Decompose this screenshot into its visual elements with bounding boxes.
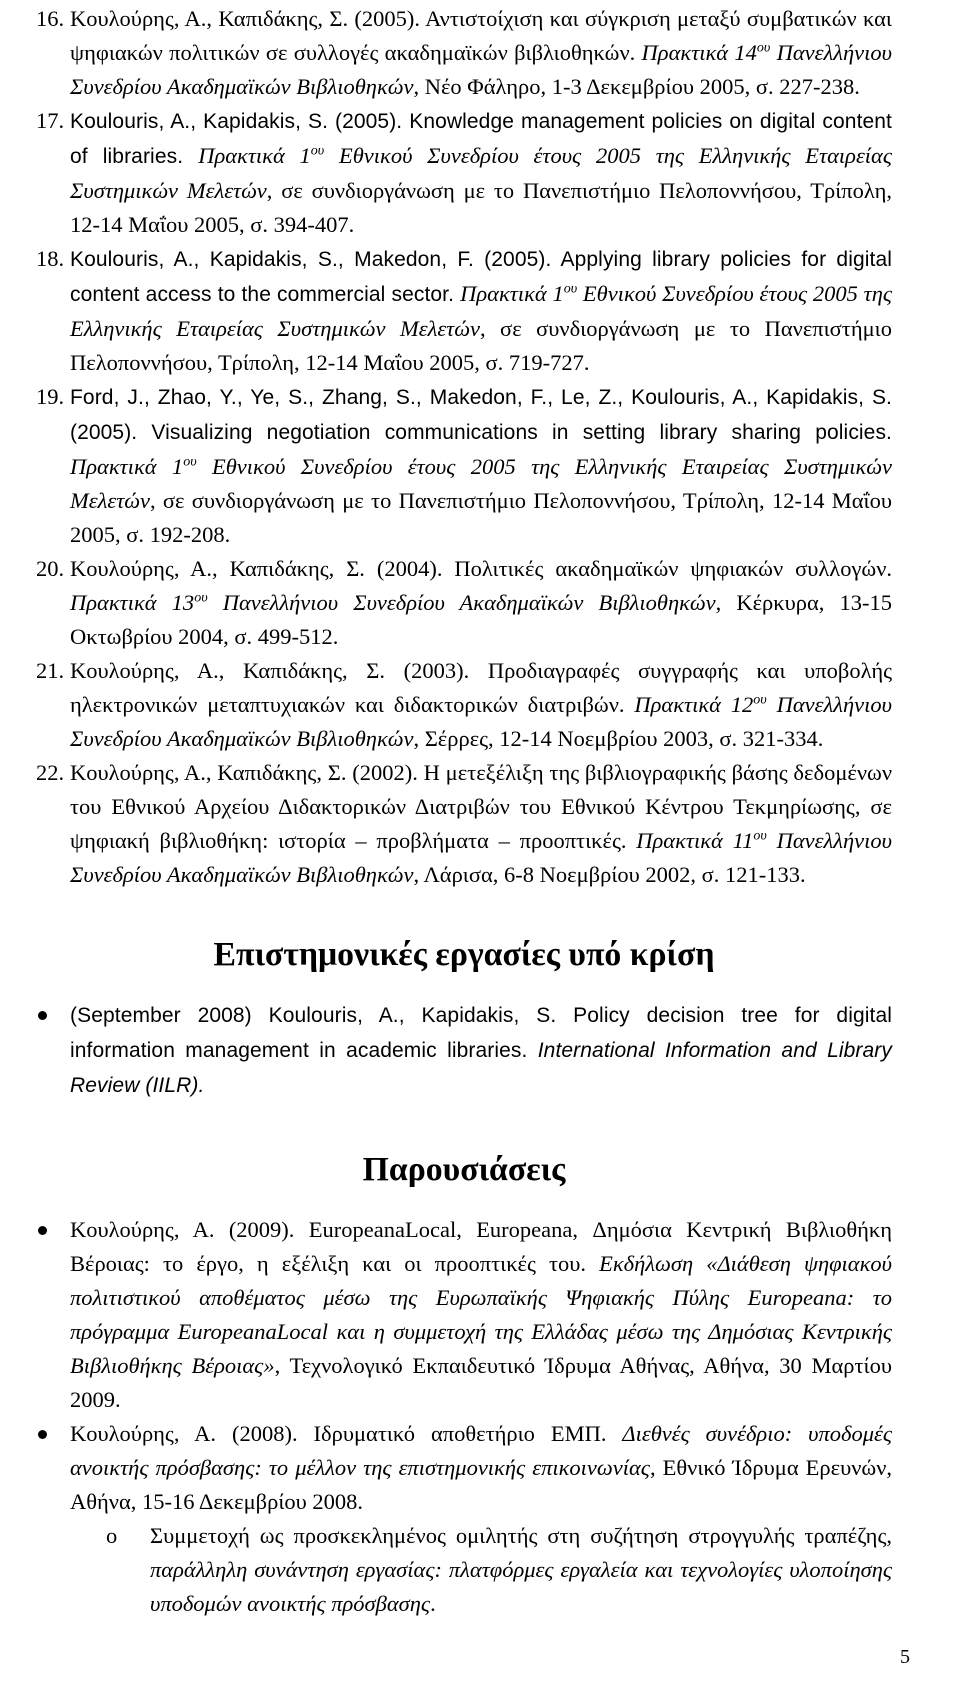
bullet-icon [36,1417,70,1519]
circle-bullet-icon: o [106,1523,118,1548]
reference-item: 17. Koulouris, A., Kapidakis, S. (2005). Knowledge management policies on digital content of libraries. Πρακτικά $1^{o\upsilon}$ Εθνικού Συνεδρίου έτους 2005 της Ελληνικής Εταιρείας Συστημικών Μελετών, σε συνδιοργάνωση με το Πανεπιστήμιο Πελοποννήσου, Τρίπολη, 12-14 Μαΐου 2005, σ. 394-407. [36,104,892,242]
page-number: 5 [900,1646,910,1668]
reference-item: 22. Κουλούρης, Α., Καπιδάκης, Σ. (2002). Η μετεξέλιξη της βιβλιογραφικής βάσης δεδομένων του Εθνικού Αρχείου Διδακτορικών Διατριβών του Εθνικού Κέντρου Τεκμηρίωσης, σε ψηφιακή βιβλιοθήκη: ιστορία – προβλήματα – προοπτικές. Πρακτικά $11^{o\upsilon}$ Πανελλήνιου Συνεδρίου Ακαδημαϊκών Βιβλιοθηκών, Λάρισα, 6-8 Νοεμβρίου 2002, σ. 121-133. [36,756,892,892]
reference-number: 20. [36,556,65,581]
bullet-item: (September 2008) Koulouris, A., Kapidakis, S. Policy decision tree for digital information management in academic libraries. International Information and Library Review (IILR). [36,998,892,1103]
reference-number: 16. [36,6,65,31]
reference-number: 19. [36,384,65,409]
document-page [36,2,892,1621]
reference-number: 17. [36,108,65,133]
reference-number: 21. [36,658,65,683]
reference-item: 18. Koulouris, A., Kapidakis, S., Makedon, F. (2005). Applying library policies for digital content access to the commercial sector. Πρακτικά $1^{o\upsilon}$ Εθνικού Συνεδρίου έτους 2005 της Ελληνικής Εταιρείας Συστημικών Μελετών, σε συνδιοργάνωση με το Πανεπιστήμιο Πελοποννήσου, Τρίπολη, 12-14 Μαΐου 2005, σ. 719-727. [36,242,892,380]
reference-item: 16. Κουλούρης, Α., Καπιδάκης, Σ. (2005). Αντιστοίχιση και σύγκριση μεταξύ συμβατικών και ψηφιακών πολιτικών σε συλλογές ακαδημαϊκών βιβλιοθηκών. Πρακτικά $14^{o\upsilon}$ Πανελλήνιου Συνεδρίου Ακαδημαϊκών Βιβλιοθηκών, Νέο Φάληρο, 1-3 Δεκεμβρίου 2005, σ. 227-238. [36,2,892,104]
reference-item: 20. Κουλούρης, Α., Καπιδάκης, Σ. (2004). Πολιτικές ακαδημαϊκών ψηφιακών συλλογών. Πρακτικά $13^{o\upsilon}$ Πανελλήνιου Συνεδρίου Ακαδημαϊκών Βιβλιοθηκών, Κέρκυρα, 13-15 Οκτωβρίου 2004, σ. 499-512. [36,552,892,654]
bullet-icon [36,998,70,1103]
section-title-presentations: Παρουσιάσεις [362,1151,566,1188]
reference-list [36,2,892,892]
reference-number: 18. [36,246,65,271]
section-title-under-review: Επιστημονικές εργασίες υπό κρίση [213,936,715,973]
bullet-item: Κουλούρης, Α. (2009). EuropeanaLocal, Europeana, Δημόσια Κεντρική Βιβλιοθήκη Βέροιας: το έργο, η εξέλιξη και οι προοπτικές του. Εκδήλωση «Διάθεση ψηφιακού πολιτιστικού αποθέματος μέσω της Ευρωπαϊκής Ψηφιακής Πύλης Europeana: το πρόγραμμα EuropeanaLocal και η συμμετοχή της Ελλάδας μέσω της Δημόσιας Κεντρικής Βιβλιοθήκης Βέροιας», Τεχνολογικό Εκπαιδευτικό Ίδρυμα Αθήνας, Αθήνα, 30 Μαρτίου 2009. [36,1213,892,1417]
bullet-item: Κουλούρης, Α. (2008). Ιδρυματικό αποθετήριο ΕΜΠ. Διεθνές συνέδριο: υποδομές ανοικτής πρόσβασης: το μέλλον της επιστημονικής επικοινωνίας, Εθνικό Ίδρυμα Ερευνών, Αθήνα, 15-16 Δεκεμβρίου 2008. [36,1417,892,1519]
reference-item: 21. Κουλούρης, Α., Καπιδάκης, Σ. (2003). Προδιαγραφές συγγραφής και υποβολής ηλεκτρονικών μεταπτυχιακών και διδακτορικών διατριβών. Πρακτικά $12^{o\upsilon}$ Πανελλήνιου Συνεδρίου Ακαδημαϊκών Βιβλιοθηκών, Σέρρες, 12-14 Νοεμβρίου 2003, σ. 321-334. [36,654,892,756]
bullet-icon [36,1213,70,1417]
sub-bullet-item: o Συμμετοχή ως προσκεκλημένος ομιλητής στη συζήτηση στρογγυλής τραπέζης, παράλληλη συνάντηση εργασίας: πλατφόρμες εργαλεία και τεχνολογίες υλοποίησης υποδομών ανοικτής πρόσβασης. [106,1519,892,1621]
reference-number: 22. [36,760,65,785]
reference-item: 19. Ford, J., Zhao, Y., Ye, S., Zhang, S., Makedon, F., Le, Z., Koulouris, A., Kapidakis, S. (2005). Visualizing negotiation communications in setting library sharing policies. Πρακτικά $1^{o\upsilon}$ Εθνικού Συνεδρίου έτους 2005 της Ελληνικής Εταιρείας Συστημικών Μελετών, σε συνδιοργάνωση με το Πανεπιστήμιο Πελοποννήσου, Τρίπολη, 12-14 Μαΐου 2005, σ. 192-208. [36,380,892,552]
